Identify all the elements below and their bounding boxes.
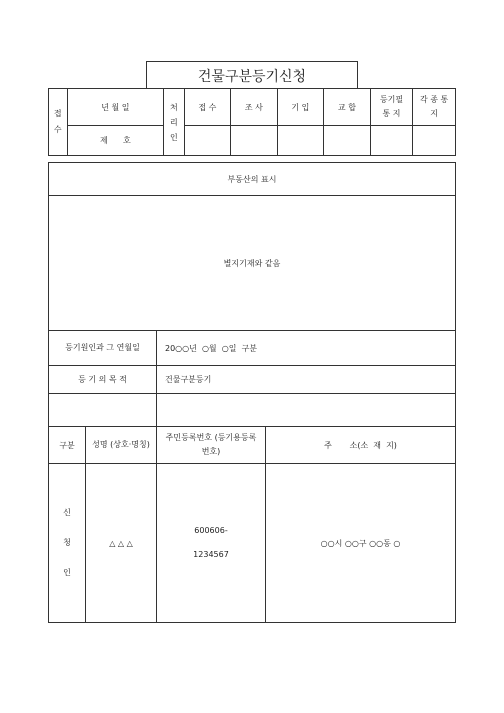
receipt-date-label: 년 월 일 — [67, 89, 163, 126]
stamp-cell-receipt — [184, 126, 231, 156]
stamp-cell-various-notice — [413, 126, 456, 156]
process-col-completion-notice: 등기필 통 지 — [370, 89, 413, 126]
receipt-table — [48, 88, 456, 156]
applicant-address: ○○시 ○○구 ○○동 ○ — [266, 464, 456, 623]
applicant-regno-header: 주민등록번호 (등기용등록번호) — [157, 427, 266, 464]
applicant-category-header: 구분 — [49, 427, 86, 464]
receipt-side-label: 접 수 — [49, 89, 68, 156]
blank-label-cell — [49, 394, 157, 427]
application-table — [48, 162, 456, 623]
process-col-various-notice: 각 종 통 지 — [413, 89, 456, 126]
applicant-regno: 600606- 1234567 — [157, 464, 266, 623]
cause-label: 등기원인과 그 연월일 — [49, 331, 157, 366]
purpose-label: 등 기 의 목 적 — [49, 366, 157, 394]
applicant-name-header: 성명 (상호·명칭) — [86, 427, 157, 464]
process-col-entry: 기 입 — [277, 89, 324, 126]
applicant-category-label: 신 청 인 — [49, 464, 86, 623]
page-title: 건물구분등기신청 — [197, 69, 307, 85]
process-col-receipt: 접 수 — [184, 89, 231, 126]
stamp-cell-check — [324, 126, 371, 156]
property-body: 별지기재와 같음 — [49, 196, 456, 331]
process-col-check: 교 합 — [324, 89, 371, 126]
blank-value-cell — [157, 394, 456, 427]
receipt-number-label: 제 호 — [67, 126, 163, 156]
stamp-cell-survey — [231, 126, 278, 156]
applicant-name: △ △ △ — [86, 464, 157, 623]
cause-value: 20○○년 ○월 ○일 구분 — [157, 331, 456, 366]
applicant-address-header: 주 소(소 재 지) — [266, 427, 456, 464]
stamp-cell-completion-notice — [370, 126, 413, 156]
stamp-cell-entry — [277, 126, 324, 156]
property-header: 부동산의 표시 — [49, 163, 456, 196]
processor-label: 처 리 인 — [164, 89, 185, 156]
purpose-value: 건물구분등기 — [157, 366, 456, 394]
process-col-survey: 조 사 — [231, 89, 278, 126]
